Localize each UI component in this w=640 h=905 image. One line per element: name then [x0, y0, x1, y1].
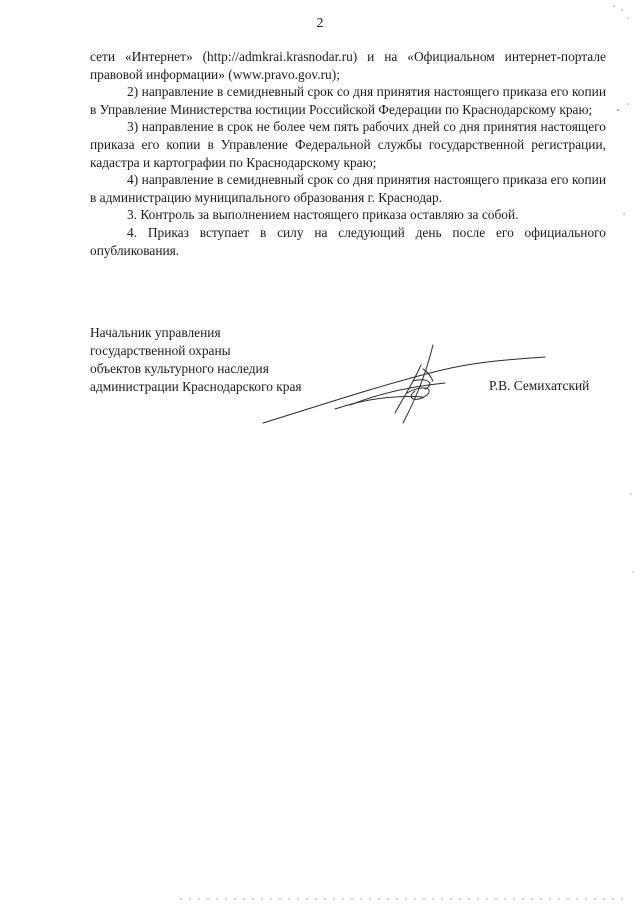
- position-line: государственной охраны: [90, 343, 231, 358]
- paragraph-effective-date: 4. Приказ вступает в силу на следующий день после его официального опубликования.: [90, 224, 606, 258]
- page-number: 2: [316, 16, 324, 31]
- paragraph-control: 3. Контроль за выполнением настоящего приказа оставляю за собой.: [127, 207, 519, 223]
- paragraph-item-3: 3) направление в срок не более чем пять рабочих дней со дня принятия настоящего приказа его копии в Управление Федеральной службы государственной регистрации, кадастра и картографии по Краснодарскому краю;: [90, 119, 606, 170]
- paragraph-publication-continuation: сети «Интернет» (http://admkrai.krasnodar.ru) и на «Официальном интернет-портале правовой информации» (www.pravo.gov.ru);: [90, 49, 606, 82]
- position-line: Начальник управления: [90, 325, 221, 340]
- position-line: объектов культурного наследия: [90, 361, 269, 376]
- order-body-text: [90, 48, 606, 259]
- paragraph-item-4: 4) направление в семидневный срок со дня принятия настоящего приказа его копии в администрацию муниципального образования г. Краснодар.: [90, 172, 606, 205]
- position-line: администрации Краснодарского края: [90, 379, 302, 394]
- signer-name: Р.В. Семихатский: [489, 378, 590, 393]
- paragraph-item-2: 2) направление в семидневный срок со дня принятия настоящего приказа его копии в Управление Министерства юстиции Российской Федерации по Краснодарскому краю;: [90, 84, 606, 117]
